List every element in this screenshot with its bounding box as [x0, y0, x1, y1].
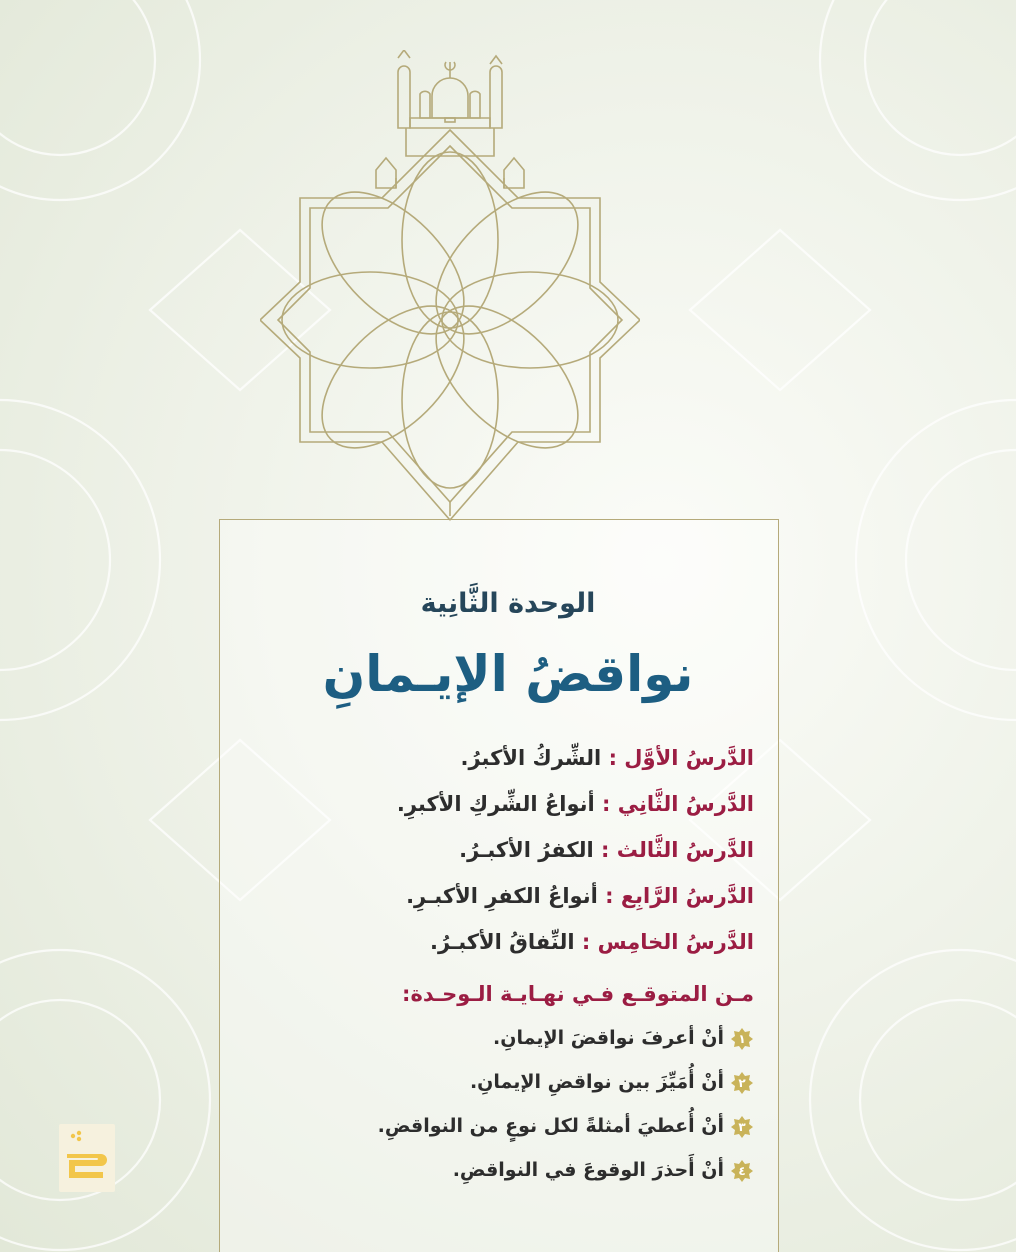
- lesson-separator: :: [597, 884, 621, 908]
- lesson-topic: النِّفاقُ الأكبـرُ.: [429, 930, 575, 954]
- lesson-separator: :: [601, 746, 625, 770]
- lesson-item-1: [334, 738, 754, 784]
- outcome-number: ٢: [738, 1075, 746, 1090]
- outcome-item-1: [334, 1020, 754, 1064]
- lesson-separator: :: [574, 930, 598, 954]
- star-badge-icon: [730, 1115, 754, 1139]
- outcome-text: أنْ أعرفَ نواقضَ الإيمانِ.: [493, 1027, 724, 1049]
- publisher-logo-icon: [59, 1124, 115, 1192]
- outcome-item-4: [334, 1152, 754, 1196]
- lesson-name: الدَّرسُ الخامِس: [597, 930, 754, 954]
- unit-label: الوحدة الثَّانِية: [420, 588, 596, 619]
- lesson-topic: أنواعُ الشِّركِ الأكبرِ.: [396, 792, 595, 816]
- lesson-separator: :: [593, 838, 617, 862]
- lesson-name: الدَّرسُ الثَّالث: [616, 838, 754, 862]
- outcome-item-3: [334, 1108, 754, 1152]
- lesson-item-5: [334, 922, 754, 968]
- lesson-topic: الشِّركُ الأكبرُ.: [460, 746, 602, 770]
- lesson-name: الدَّرسُ الأوَّل: [624, 746, 754, 770]
- lesson-separator: :: [594, 792, 618, 816]
- star-badge-icon: [730, 1027, 754, 1051]
- outcome-item-2: [334, 1064, 754, 1108]
- unit-title: نواقضُ الإيـمانِ: [322, 645, 694, 703]
- outcome-number: ٣: [738, 1119, 746, 1134]
- outcome-text: أنْ أُعطيَ أمثلةً لكل نوعٍ من النواقضِ.: [377, 1115, 724, 1137]
- outcomes-title: مـن المتوقـع فـي نهـايـة الـوحـدة:: [402, 982, 754, 1006]
- star-badge-icon: [730, 1159, 754, 1183]
- lesson-name: الدَّرسُ الثَّانِي: [617, 792, 754, 816]
- lessons-list: [334, 738, 754, 968]
- outcome-text: أنْ أُمَيِّزَ بين نواقضِ الإيمانِ.: [469, 1071, 724, 1093]
- outcome-number: ١: [738, 1031, 746, 1046]
- lesson-item-4: [334, 876, 754, 922]
- outcome-number: ٤: [738, 1163, 746, 1178]
- lesson-name: الدَّرسُ الرَّابِع: [620, 884, 754, 908]
- lesson-item-3: [334, 830, 754, 876]
- outcomes-list: [334, 1020, 754, 1196]
- outcome-text: أنْ أَحذرَ الوقوعَ في النواقضِ.: [452, 1159, 724, 1181]
- lesson-topic: أنواعُ الكفرِ الأكبـرِ.: [406, 884, 598, 908]
- star-badge-icon: [730, 1071, 754, 1095]
- mosque-ornament-icon: [260, 50, 640, 590]
- lesson-topic: الكفرُ الأكبـرُ.: [459, 838, 594, 862]
- lesson-item-2: [334, 784, 754, 830]
